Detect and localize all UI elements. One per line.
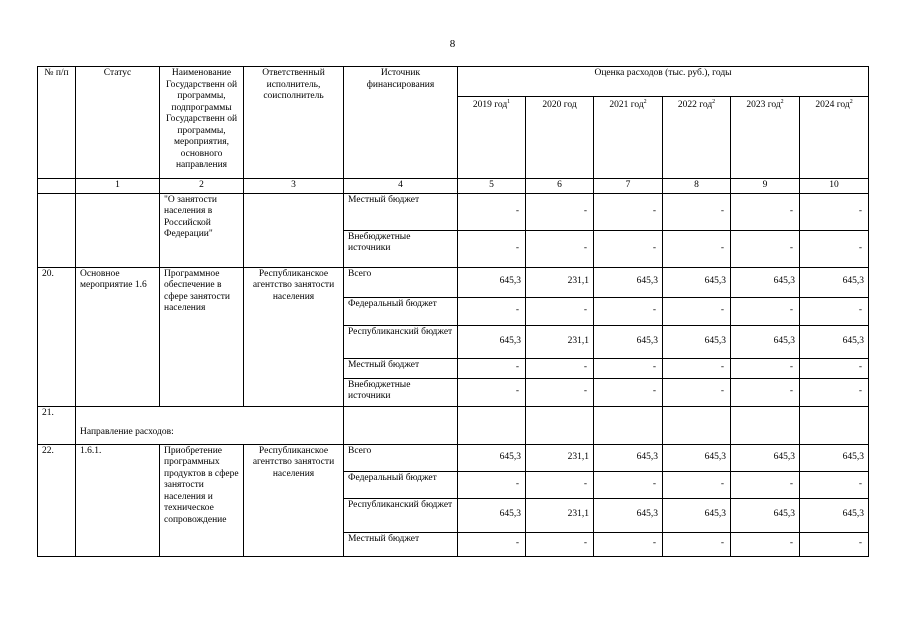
amount-cell: 645,3: [594, 498, 663, 532]
section-label: Направление расходов:: [76, 406, 344, 444]
column-number: 3: [244, 179, 344, 194]
empty-value: -: [663, 230, 731, 267]
empty-value: -: [663, 532, 731, 556]
header-year: 2022 год$^2$: [663, 97, 731, 179]
empty-value: -: [526, 230, 594, 267]
row-name: Программное обеспечение в сфере занятости населения: [160, 267, 244, 406]
funding-source: Внебюджетные источники: [344, 230, 458, 267]
header-year: 2020 год: [526, 97, 594, 179]
empty-value: -: [663, 193, 731, 230]
funding-source: Всего: [344, 444, 458, 471]
header-year: 2024 год$^2$: [800, 97, 869, 179]
amount-cell: 645,3: [731, 325, 800, 358]
funding-source: Федеральный бюджет: [344, 297, 458, 325]
column-number: 10: [800, 179, 869, 194]
column-number: 5: [458, 179, 526, 194]
amount-cell: 231,1: [526, 325, 594, 358]
empty-value: -: [800, 471, 869, 498]
table-row: [38, 406, 869, 444]
amount-cell: 645,3: [458, 498, 526, 532]
empty-value: -: [526, 358, 594, 378]
empty-value: -: [458, 297, 526, 325]
row-name: Приобретение программных продуктов в сфере занятости населения и техническое сопровождение: [160, 444, 244, 556]
empty-cell: [800, 406, 869, 444]
header-year: 2023 год$^2$: [731, 97, 800, 179]
empty-value: -: [594, 471, 663, 498]
column-number: 9: [731, 179, 800, 194]
funding-source: Местный бюджет: [344, 358, 458, 378]
empty-value: -: [800, 532, 869, 556]
amount-cell: 645,3: [458, 267, 526, 297]
column-number: [38, 179, 76, 194]
empty-cell: [663, 406, 731, 444]
header-status: Статус: [76, 67, 160, 179]
empty-value: -: [526, 193, 594, 230]
table-row: [38, 193, 869, 230]
column-number: 1: [76, 179, 160, 194]
empty-value: -: [731, 358, 800, 378]
year-footnote-mark: 2: [780, 98, 784, 105]
empty-value: -: [731, 297, 800, 325]
row-status: Основное мероприятие 1.6: [76, 267, 160, 406]
expenses-table: [37, 66, 869, 557]
empty-value: -: [663, 471, 731, 498]
table-row: [38, 444, 869, 471]
empty-cell: [526, 406, 594, 444]
empty-value: -: [800, 230, 869, 267]
empty-cell: [458, 406, 526, 444]
funding-source: Республиканский бюджет: [344, 498, 458, 532]
amount-cell: 645,3: [458, 325, 526, 358]
empty-value: -: [458, 532, 526, 556]
row-number: 22.: [38, 444, 76, 556]
page-number: 8: [449, 38, 456, 50]
empty-cell: [731, 406, 800, 444]
cell-status: [76, 193, 160, 267]
column-number: 8: [663, 179, 731, 194]
row-responsible: Республиканское агентство занятости населения: [244, 444, 344, 556]
cell-name: "О занятости населения в Российской Федерации": [160, 193, 244, 267]
year-footnote-mark: 2: [712, 98, 716, 105]
empty-value: -: [731, 193, 800, 230]
funding-source: Республиканский бюджет: [344, 325, 458, 358]
row-status: 1.6.1.: [76, 444, 160, 556]
column-number: 6: [526, 179, 594, 194]
header-responsible: Ответственный исполнитель, соисполнитель: [244, 67, 344, 179]
empty-value: -: [458, 358, 526, 378]
empty-value: -: [458, 471, 526, 498]
empty-value: -: [458, 378, 526, 406]
empty-value: -: [731, 378, 800, 406]
row-number: 21.: [38, 406, 76, 444]
funding-source: Федеральный бюджет: [344, 471, 458, 498]
empty-cell: [344, 406, 458, 444]
empty-value: -: [526, 471, 594, 498]
header-name: Наименование Государственн ой программы, подпрограммы Государственн ой программы, мероприятия, основного направления: [160, 67, 244, 179]
amount-cell: 645,3: [594, 325, 663, 358]
amount-cell: 645,3: [800, 498, 869, 532]
empty-value: -: [526, 297, 594, 325]
amount-cell: 645,3: [663, 267, 731, 297]
header-num: № п/п: [38, 67, 76, 179]
empty-value: -: [663, 297, 731, 325]
empty-value: -: [458, 230, 526, 267]
amount-cell: 645,3: [663, 444, 731, 471]
amount-cell: 645,3: [800, 444, 869, 471]
empty-value: -: [731, 471, 800, 498]
amount-cell: 645,3: [731, 267, 800, 297]
amount-cell: 645,3: [458, 444, 526, 471]
empty-value: -: [526, 378, 594, 406]
empty-value: -: [594, 297, 663, 325]
empty-value: -: [800, 297, 869, 325]
empty-value: -: [594, 378, 663, 406]
empty-cell: [594, 406, 663, 444]
year-footnote-mark: 2: [849, 98, 853, 105]
row-responsible: Республиканское агентство занятости населения: [244, 267, 344, 406]
amount-cell: 645,3: [800, 325, 869, 358]
amount-cell: 231,1: [526, 267, 594, 297]
column-number: 7: [594, 179, 663, 194]
amount-cell: 645,3: [663, 498, 731, 532]
cell-num: [38, 193, 76, 267]
empty-value: -: [663, 378, 731, 406]
column-number: 2: [160, 179, 244, 194]
funding-source: Внебюджетные источники: [344, 378, 458, 406]
row-number: 20.: [38, 267, 76, 406]
amount-cell: 645,3: [663, 325, 731, 358]
column-number: 4: [344, 179, 458, 194]
amount-cell: 231,1: [526, 498, 594, 532]
empty-value: -: [594, 230, 663, 267]
amount-cell: 645,3: [800, 267, 869, 297]
empty-value: -: [594, 532, 663, 556]
empty-value: -: [731, 230, 800, 267]
empty-value: -: [800, 193, 869, 230]
empty-value: -: [731, 532, 800, 556]
empty-value: -: [594, 193, 663, 230]
empty-value: -: [800, 378, 869, 406]
header-year: 2021 год$^2$: [594, 97, 663, 179]
table-row: [38, 267, 869, 297]
amount-cell: 645,3: [731, 444, 800, 471]
year-footnote-mark: 1: [507, 98, 511, 105]
amount-cell: 645,3: [594, 444, 663, 471]
funding-source: Местный бюджет: [344, 532, 458, 556]
funding-source: Всего: [344, 267, 458, 297]
empty-value: -: [458, 193, 526, 230]
empty-value: -: [594, 358, 663, 378]
funding-source: Местный бюджет: [344, 193, 458, 230]
amount-cell: 645,3: [594, 267, 663, 297]
cell-responsible: [244, 193, 344, 267]
header-estimate: Оценка расходов (тыс. руб.), годы: [458, 67, 869, 97]
amount-cell: 231,1: [526, 444, 594, 471]
empty-value: -: [526, 532, 594, 556]
empty-value: -: [800, 358, 869, 378]
amount-cell: 645,3: [731, 498, 800, 532]
header-source: Источник финансирования: [344, 67, 458, 179]
empty-value: -: [663, 358, 731, 378]
header-year: 2019 год$^1$: [458, 97, 526, 179]
year-footnote-mark: 2: [643, 98, 647, 105]
